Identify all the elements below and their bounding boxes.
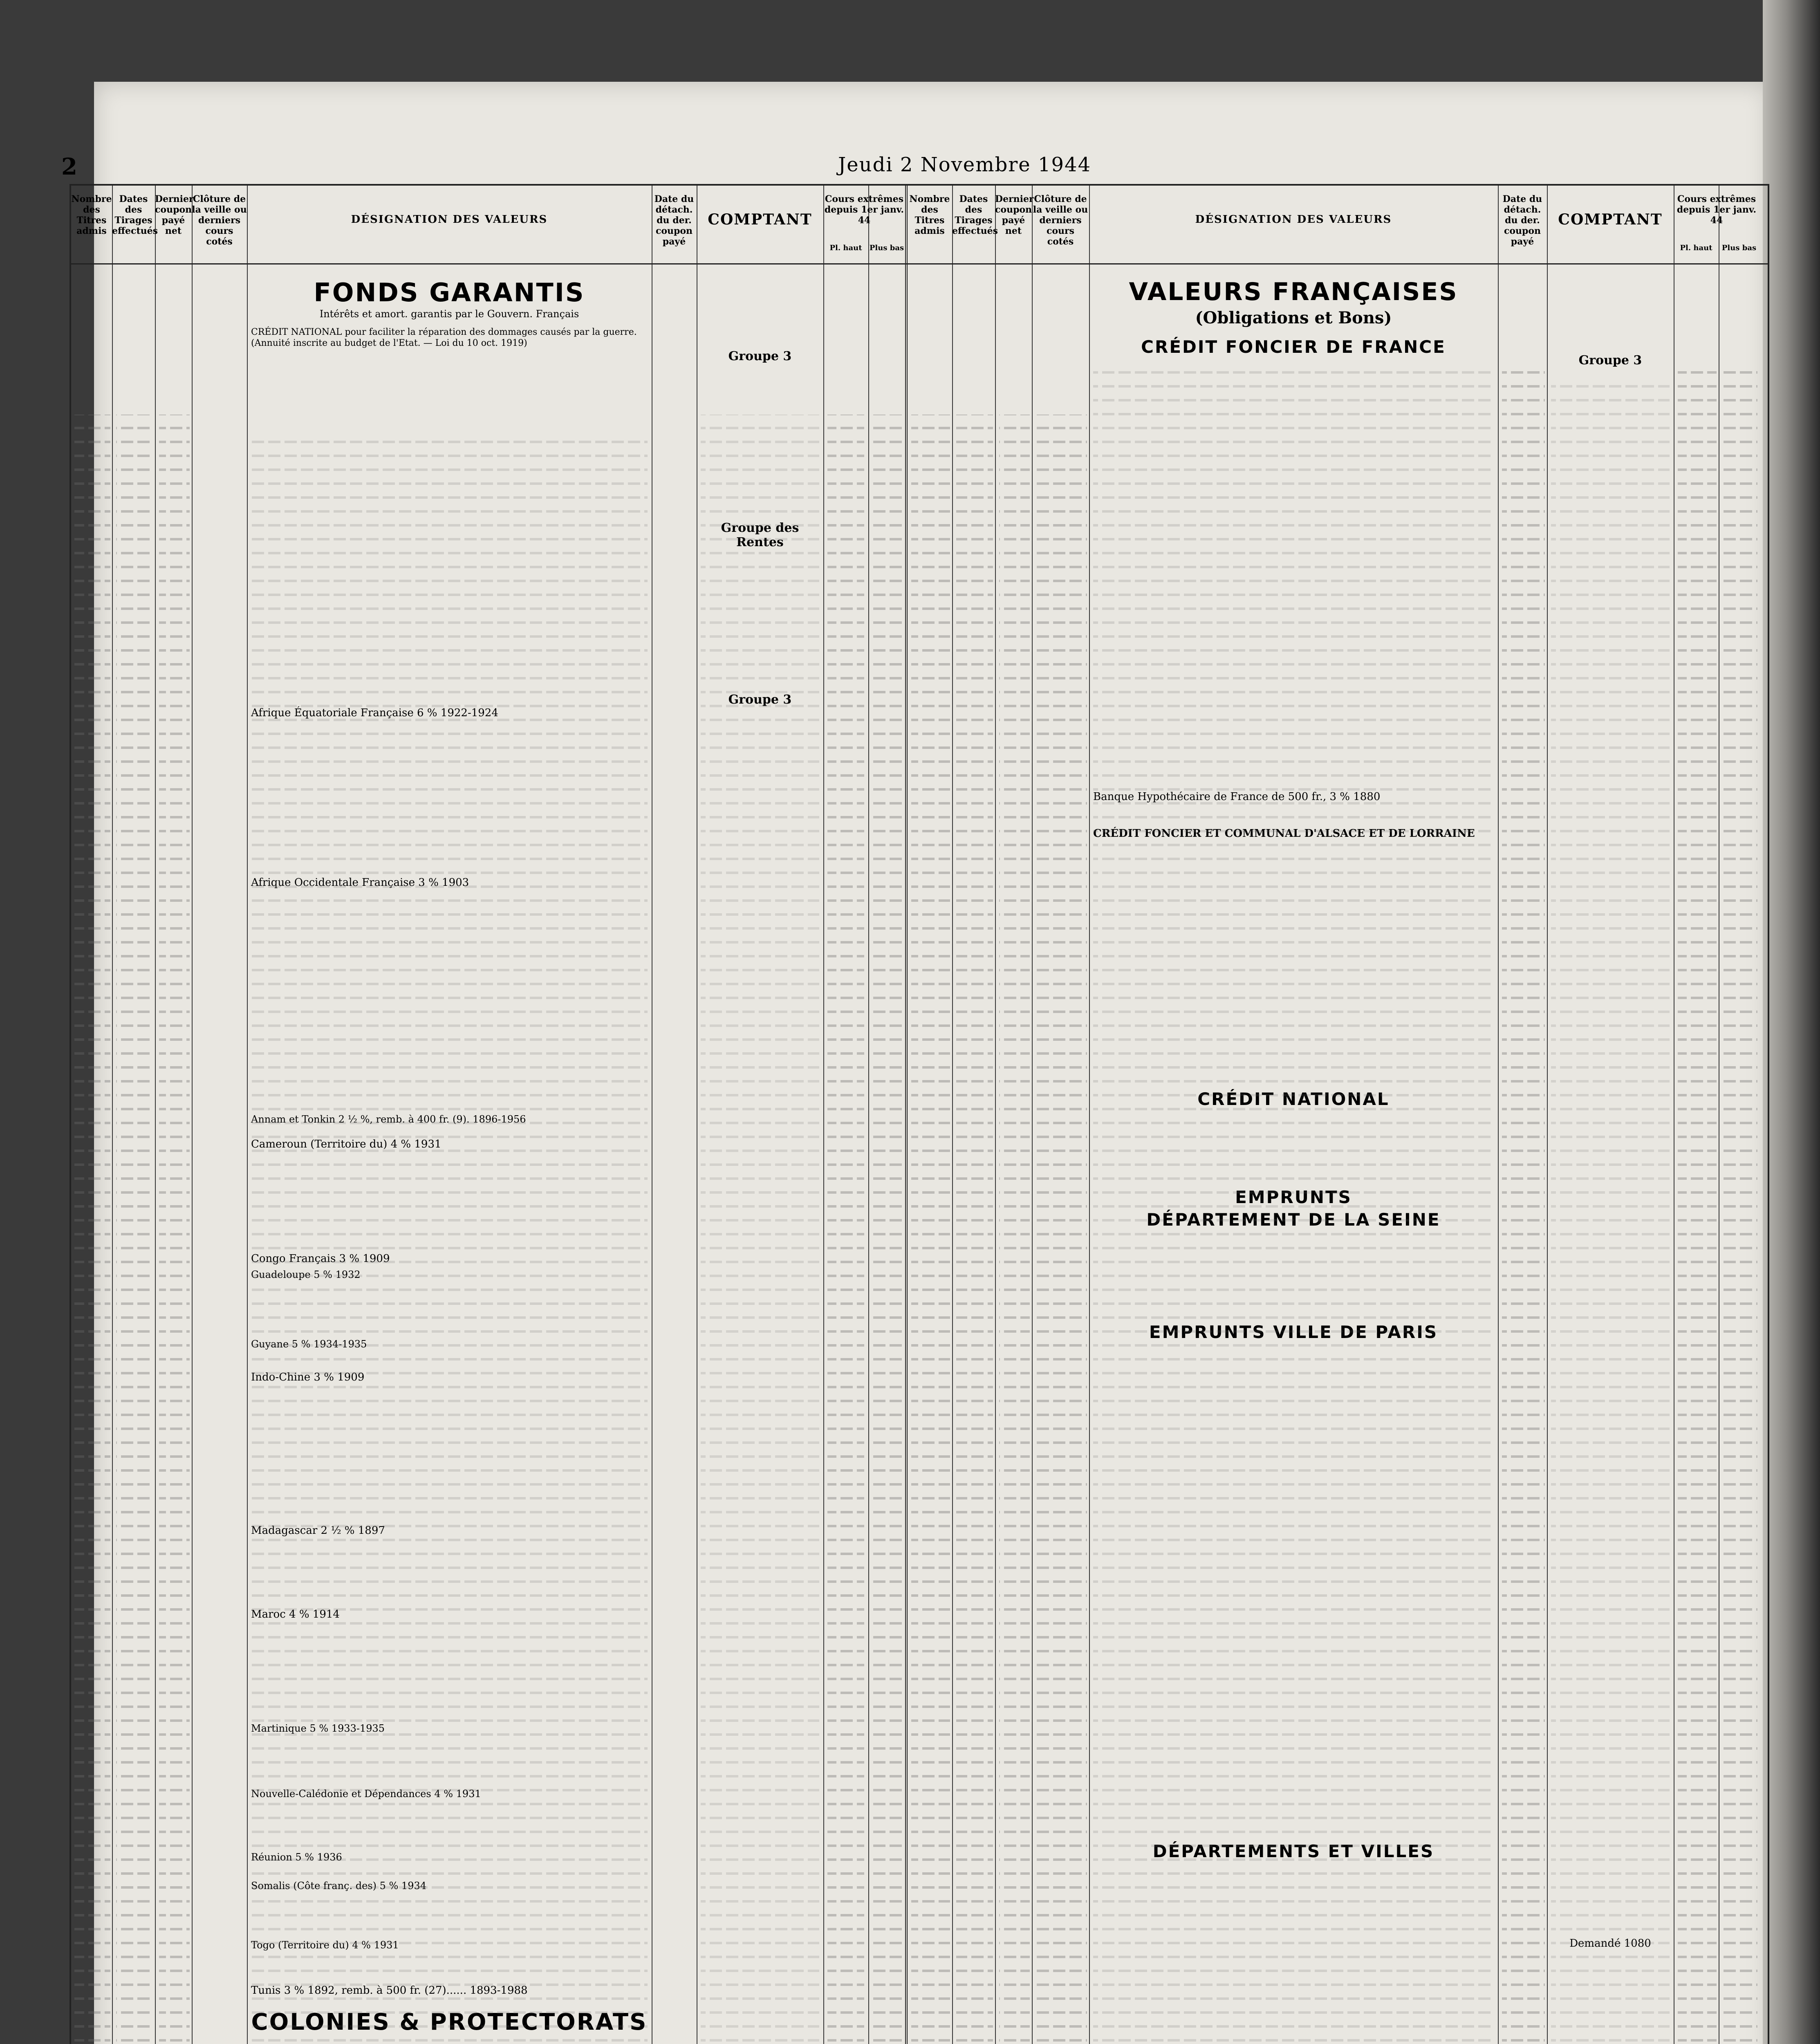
header-plus-bas-right: Plus bas [1721, 244, 1757, 252]
valeurs-subtitle: (Obligations et Bons) [1195, 308, 1392, 327]
page-date: Jeudi 2 Novembre 1944 [838, 153, 1092, 176]
fonds-garantis-subtitle: Intérêts et amort. garantis par le Gouvern. Français [319, 308, 579, 320]
section-fonds-garantis: FONDS GARANTIS [314, 278, 585, 307]
header-detach: Date du détach. du der. coupon payé [654, 194, 694, 247]
header-dates-right: Dates des Tirages effectués [952, 194, 998, 236]
header-cours: Cours extrêmes depuis 1er janv. 44 [824, 194, 904, 226]
page-header [61, 153, 1820, 186]
header-cours-right: Cours extrêmes depuis 1er janv. 44 [1677, 194, 1757, 226]
header-nombre: Nombre des Titres admis [71, 194, 112, 236]
header-plus-bas: Plus bas [869, 244, 904, 252]
header-comptant: COMPTANT [708, 211, 812, 228]
header-dernier-right: Dernier coupon payé net [995, 194, 1034, 236]
header-comptant-right: COMPTANT [1558, 211, 1663, 228]
section-valeurs-francaises: VALEURS FRANÇAISES [1129, 278, 1458, 306]
header-dates: Dates des Tirages effectués [112, 194, 158, 236]
credit-national-heading: CRÉDIT NATIONAL pour faciliter la réparation des dommages causés par la guerre. (Annuité inscrite au budget de l'Etat. — Loi du 10 oct. 1919) [251, 327, 637, 348]
header-cloture-right: Clôture de la veille ou derniers cours cotés [1033, 194, 1088, 247]
listing-texture [71, 186, 1768, 2044]
header-nombre-right: Nombre des Titres admis [909, 194, 950, 236]
book-edge [1763, 0, 1820, 2044]
group-label: Groupe 3 [1578, 353, 1642, 368]
header-designation: DÉSIGNATION DES VALEURS [351, 213, 548, 226]
header-designation-right: DÉSIGNATION DES VALEURS [1195, 213, 1392, 226]
header-cloture: Clôture de la veille ou derniers cours cotés [192, 194, 247, 247]
header-pl-haut-right: Pl. haut [1680, 244, 1712, 252]
header-detach-right: Date du détach. du der. coupon payé [1502, 194, 1542, 247]
quotation-table [69, 184, 1769, 2044]
group-label: Groupe 3 [728, 349, 792, 363]
header-pl-haut: Pl. haut [829, 244, 862, 252]
page-number: 2 [61, 153, 77, 180]
section-credit-foncier: CRÉDIT FONCIER DE FRANCE [1141, 337, 1446, 357]
header-dernier: Dernier coupon payé net [155, 194, 194, 236]
